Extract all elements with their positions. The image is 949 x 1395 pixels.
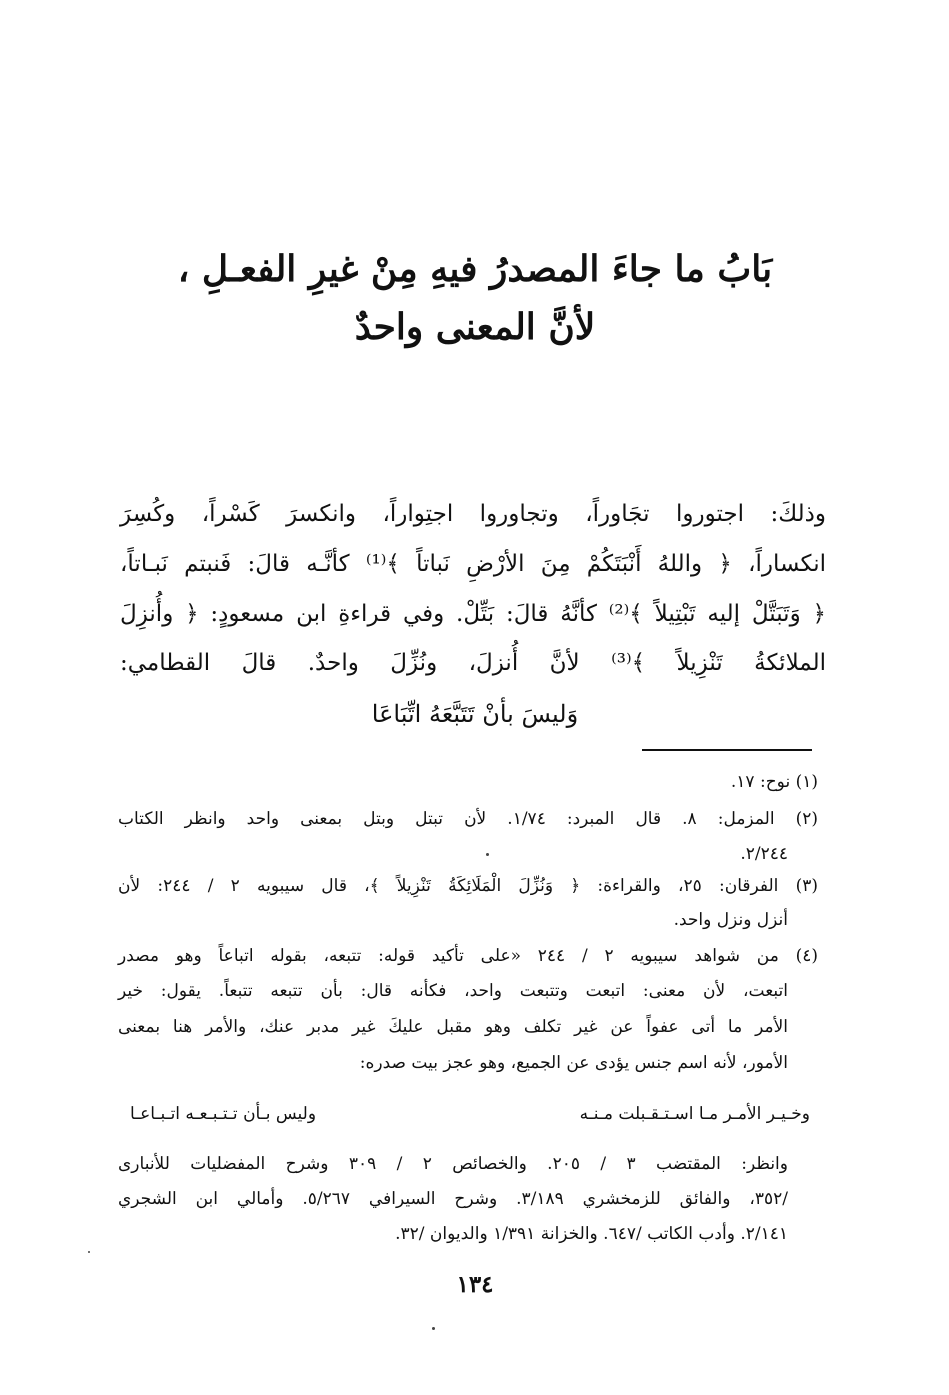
body-line-2: انكساراً، ﴿ واللهُ أَنْبَتَكُمْ مِنَ الأرْضِ نَباتاً ﴾⁽¹⁾ كأنَّـه قالَ: فَنبتم نَبـاتاً، xyxy=(120,551,827,577)
poetry-verse: وَليسَ بأنْ تَتَبَّعَهُ اتِّبَاعَا xyxy=(371,700,579,728)
chapter-title-line-2: لأنَّ المعنى واحدٌ xyxy=(354,306,596,348)
footnote-2-line-1: (٢) المزمل: ٨. قال المبرد: ١/٧٤. لأن تبتل وبتل بمعنى واحد وانظر الكتاب xyxy=(118,809,818,829)
footnote-4-line-7: ٢/١٤١. وأدب الكاتب /٦٤٧. والخزانة ١/٣٩١ والديوان /٣٢. xyxy=(395,1224,788,1244)
footnote-verse xyxy=(130,1104,810,1124)
footnote-4-line-3: الأمر ما أتى عفواً عن غير تكلف وهو مقبل عليكَ غير مدبر عنك، والأمر هنا بمعنى xyxy=(118,1017,788,1037)
body-line-4: الملائكةُ تَنْزِيلاً ﴾⁽³⁾ لأنَّ أُنزلَ، ونُزِّلَ واحدٌ. قالَ القطامي: xyxy=(120,650,826,676)
footnote-3-line-1: (٣) الفرقان: ٢٥، والقراءة: ﴿ وَنُزِّلَ الْمَلَائِكَةُ تَنْزِيلاً ﴾، قال سيبويه ٢ / ٢٤٤: لأن xyxy=(118,876,819,896)
print-speck xyxy=(486,853,489,856)
verse-second-hemistich: وليس بـأن تـتـبـعـه اتـبـاعـا xyxy=(130,1104,317,1124)
footnote-4-line-5: وانظر: المقتضب ٣ / ٢٠٥. والخصائص ٢ / ٣٠٩ وشرح المفضليات للأنبارى xyxy=(118,1154,788,1174)
verse-first-hemistich: وخـيـر الأمـر مـا اسـتـقـبلت مـنـه xyxy=(579,1104,810,1124)
body-line-3: ﴿ وَتَبَتَّلْ إليه تَبْتِيلاً ﴾⁽²⁾ كأنَّهُ قالَ: بَتِّلْ. وفي قراءةِ ابن مسعودٍ: ﴿ وأُنزِلَ xyxy=(120,601,826,627)
chapter-title-line-1: بَابُ ما جاءَ المصدرُ فيهِ مِنْ غيرِ الفعـلِ ، xyxy=(177,248,773,290)
print-speck xyxy=(88,1251,90,1253)
footnote-4-line-2: اتبعت، لأن معنى: اتبعت وتتبعت واحد، فكأنه قال: بأن تتبعه تتبعاً. يقول: خير xyxy=(118,981,788,1001)
footnote-4-line-1: (٤) من شواهد سيبويه ٢ / ٢٤٤ «على تأكيد قوله: تتبعه، بقوله اتباعاً وهو مصدر xyxy=(118,946,818,966)
body-line-1: وذلكَ: اجتوروا تجَاوراً، وتجاوروا اجتِواراً، وانكسرَ كَسْراً، وكُسِرَ xyxy=(120,501,826,527)
footnote-separator xyxy=(642,749,812,751)
footnote-3-line-2: أنزل ونزل واحد. xyxy=(673,910,788,930)
footnote-4-line-6: /٣٥٢، والفائق للزمخشري ٣/١٨٩. وشرح السيرافي ٥/٢٦٧. وأمالي ابن الشجري xyxy=(118,1189,788,1209)
footnote-4-line-4: الأمور، لأنه اسم جنس يؤدى عن الجميع، وهو عجز بيت صدره: xyxy=(359,1053,788,1073)
footnote-2-line-2: ٢/٢٤٤. xyxy=(740,844,788,864)
page-number: ١٣٤ xyxy=(456,1271,494,1298)
footnote-1: (١) نوح: ١٧. xyxy=(730,772,818,792)
print-speck xyxy=(432,1327,435,1330)
